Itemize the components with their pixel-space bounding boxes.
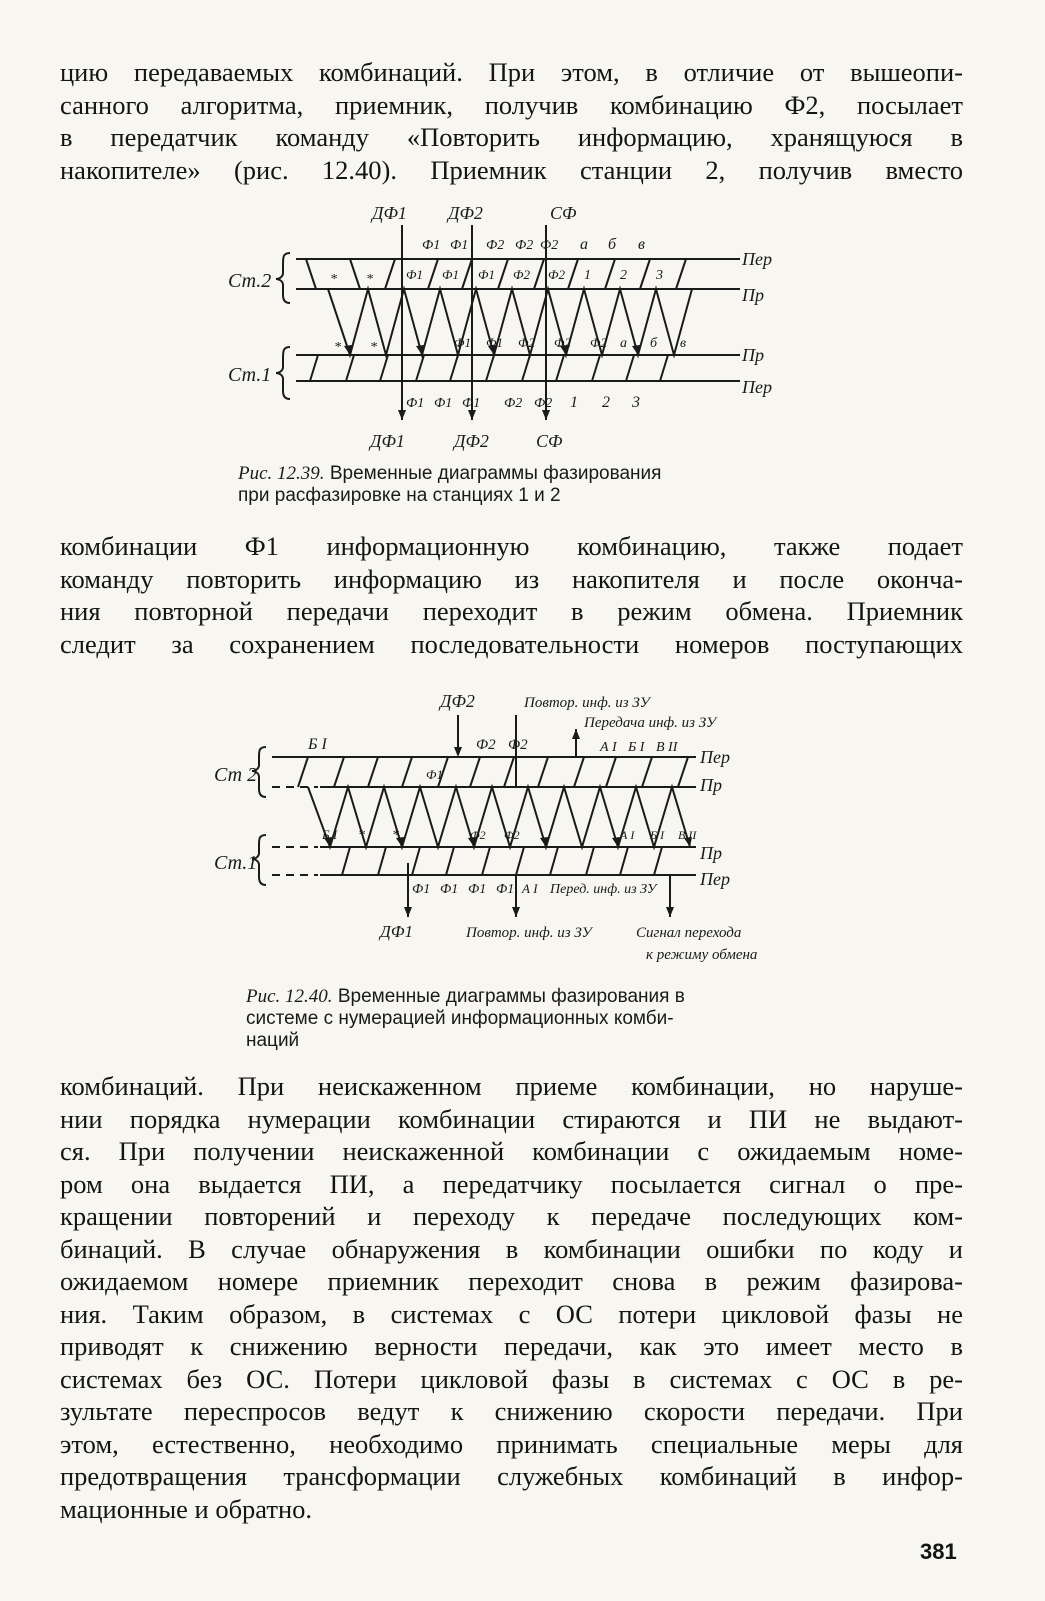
cell-label: Ф1 bbox=[442, 267, 459, 282]
text-line: бинаций. В случае обнаружения в комбинации ошибки по коду и bbox=[60, 1233, 963, 1264]
figure-12-40-diagram bbox=[200, 685, 820, 985]
cell-label: Ф2 bbox=[540, 238, 559, 253]
caption-text: Временные диаграммы фазирования bbox=[329, 463, 662, 484]
text-line: ся. При получении неискаженной комбинации с ожидаемым номе- bbox=[60, 1136, 963, 1166]
text-line: нии порядка нумерации комбинации стираются и ПИ не выдают- bbox=[60, 1103, 963, 1134]
cell-label: Ф1 bbox=[454, 335, 471, 350]
text-line: накопителе» (рис. 12.40). Приемник станции 2, получив вместо bbox=[60, 154, 963, 185]
text-line: системах без ОС. Потери цикловой фазы в системах с ОС в ре- bbox=[60, 1363, 963, 1394]
line-label: Пер bbox=[742, 249, 772, 269]
text-line: следит за сохранением последовательности номеров поступающих bbox=[60, 628, 963, 659]
cell-label: Ф2 bbox=[590, 335, 607, 350]
text-line: ния. Таким образом, в системах с ОС потери цикловой фазы не bbox=[60, 1298, 963, 1329]
cell-label: б bbox=[608, 236, 617, 253]
cell-label: Ф1 bbox=[422, 238, 441, 253]
cell-label: Б I bbox=[322, 827, 338, 842]
cell-label: Ф2 bbox=[548, 267, 565, 282]
cell-label: Ф1 bbox=[468, 882, 487, 897]
cell-label: в bbox=[680, 336, 687, 351]
text-line: кращении повторений и переходу к передаче последующих ком- bbox=[60, 1201, 963, 1231]
cell-label: Ф2 bbox=[504, 828, 520, 842]
cell-label: В II bbox=[656, 740, 678, 755]
cell-label: Ф1 bbox=[462, 396, 481, 411]
cell-label: * bbox=[358, 828, 365, 843]
text-line: мационные и обратно. bbox=[60, 1493, 313, 1524]
cell-label: * bbox=[334, 340, 341, 355]
line-label: Пер bbox=[742, 377, 772, 397]
marker-label: СФ bbox=[536, 431, 563, 451]
cell-label: Ф2 bbox=[486, 238, 505, 253]
marker-label: к режиму обмена bbox=[646, 947, 758, 963]
cell-label: Ф2 bbox=[504, 396, 523, 411]
marker-label: СФ bbox=[550, 203, 577, 223]
cell-label: * bbox=[370, 340, 377, 355]
cell-label: Ф1 bbox=[496, 882, 515, 897]
line-label: Пр bbox=[700, 843, 722, 863]
marker-label: Повтор. инф. из ЗУ bbox=[524, 695, 650, 711]
cell-label: А I bbox=[600, 740, 617, 755]
cell-label: а bbox=[620, 336, 627, 351]
marker-label: Повтор. инф. из ЗУ bbox=[466, 925, 592, 941]
marker-label: ДФ2 bbox=[440, 691, 475, 711]
cell-label: Ф2 bbox=[534, 396, 553, 411]
paragraph-3 bbox=[60, 1070, 963, 1525]
cell-label: Ф1 bbox=[426, 767, 443, 782]
cell-label: Б I bbox=[628, 740, 645, 755]
marker-label: ДФ1 bbox=[380, 922, 413, 941]
cell-label: Ф1 bbox=[440, 882, 459, 897]
marker-label: ДФ2 bbox=[454, 431, 489, 451]
cell-label: А I bbox=[620, 828, 635, 842]
cell-label: а bbox=[580, 236, 588, 253]
cell-label: В II bbox=[678, 828, 697, 842]
cell-label: 1 bbox=[584, 268, 591, 283]
cell-label: * bbox=[392, 828, 399, 843]
cell-label: 2 bbox=[602, 394, 610, 411]
cell-label: Ф1 bbox=[412, 882, 431, 897]
paragraph-2 bbox=[60, 530, 963, 660]
marker-label: ДФ2 bbox=[448, 203, 483, 223]
cell-label: Ф2 bbox=[470, 828, 486, 842]
text-line: приводят к снижению верности передачи, как это имеет место в bbox=[60, 1331, 963, 1361]
paragraph-1 bbox=[60, 56, 963, 186]
cell-label: Ф2 bbox=[476, 737, 496, 753]
station-label: Ст.2 bbox=[228, 270, 272, 292]
line-label: Пер bbox=[700, 747, 730, 767]
cell-label: * bbox=[330, 272, 337, 287]
cell-label: * bbox=[366, 272, 373, 287]
caption-number: Рис. 12.40. bbox=[246, 986, 333, 1007]
text-line: санного алгоритма, приемник, получив комбинацию Ф2, посылает bbox=[60, 89, 963, 120]
text-line: ром она выдается ПИ, а передатчику посылается сигнал о пре- bbox=[60, 1168, 963, 1199]
cell-label: Перед. инф. из ЗУ bbox=[550, 882, 657, 897]
text-line: команду повторить информацию из накопителя и после оконча- bbox=[60, 563, 963, 594]
figure-12-39-caption bbox=[238, 463, 778, 507]
text-line: комбинаций. При неискаженном приеме комбинации, но наруше- bbox=[60, 1071, 963, 1101]
cell-label: Ф2 bbox=[518, 335, 535, 350]
cell-label: 2 bbox=[620, 268, 627, 283]
cell-label: б bbox=[650, 336, 658, 351]
station-label: Ст.1 bbox=[214, 852, 258, 874]
text-line: этом, естественно, необходимо принимать специальные меры для bbox=[60, 1428, 963, 1459]
figure-12-40-caption bbox=[246, 986, 778, 1052]
cell-label: Ф1 bbox=[406, 396, 425, 411]
line-label: Пер bbox=[700, 869, 730, 889]
caption-text: системе с нумерацией информационных комби- bbox=[246, 1008, 674, 1029]
cell-label: Ф2 bbox=[513, 267, 530, 282]
cell-label: Ф1 bbox=[434, 396, 453, 411]
station-label: Ст.1 bbox=[228, 364, 272, 386]
text-line: цию передаваемых комбинаций. При этом, в отличие от вышеопи- bbox=[60, 57, 963, 87]
cell-label: 1 bbox=[570, 394, 578, 411]
cell-label: 3 bbox=[656, 268, 663, 283]
cell-label: Б I bbox=[308, 736, 327, 753]
cell-label: Ф1 bbox=[486, 335, 503, 350]
text-line: ния повторной передачи переходит в режим обмена. Приемник bbox=[60, 596, 963, 626]
cell-label: Ф2 bbox=[508, 737, 528, 753]
cell-label: Ф1 bbox=[478, 267, 495, 282]
marker-label: ДФ1 bbox=[372, 203, 407, 223]
line-label: Пр bbox=[742, 285, 764, 305]
text-line: предотвращения трансформации служебных комбинаций в инфор- bbox=[60, 1461, 963, 1491]
text-line: в передатчик команду «Повторить информацию, хранящуюся в bbox=[60, 122, 963, 152]
caption-number: Рис. 12.39. bbox=[238, 463, 325, 484]
cell-label: Ф2 bbox=[554, 335, 571, 350]
figure-12-39-diagram bbox=[210, 195, 810, 465]
cell-label: Б I bbox=[650, 828, 665, 842]
cell-label: 3 bbox=[632, 394, 640, 411]
cell-label: Ф2 bbox=[515, 238, 534, 253]
line-label: Пр bbox=[742, 345, 764, 365]
caption-text: при расфазировке на станциях 1 и 2 bbox=[238, 485, 561, 506]
line-label: Пр bbox=[700, 775, 722, 795]
caption-text: Временные диаграммы фазирования в bbox=[337, 986, 685, 1007]
marker-label: Сигнал перехода bbox=[636, 925, 742, 941]
cell-label: А I bbox=[522, 881, 538, 896]
marker-label: ДФ1 bbox=[370, 431, 405, 451]
text-line: комбинации Ф1 информационную комбинацию, также подает bbox=[60, 531, 963, 561]
text-line: ожидаемом номере приемник переходит снова в режим фазирова- bbox=[60, 1266, 963, 1296]
page-number: 381 bbox=[920, 1539, 957, 1564]
cell-label: в bbox=[638, 236, 645, 253]
marker-label: Передача инф. из ЗУ bbox=[584, 715, 717, 731]
cell-label: Ф1 bbox=[450, 238, 469, 253]
cell-label: Ф1 bbox=[406, 267, 423, 282]
text-line: зультате переспросов ведут к снижению скорости передачи. При bbox=[60, 1396, 963, 1426]
caption-text: наций bbox=[246, 1030, 300, 1051]
station-label: Ст 2 bbox=[214, 764, 258, 786]
